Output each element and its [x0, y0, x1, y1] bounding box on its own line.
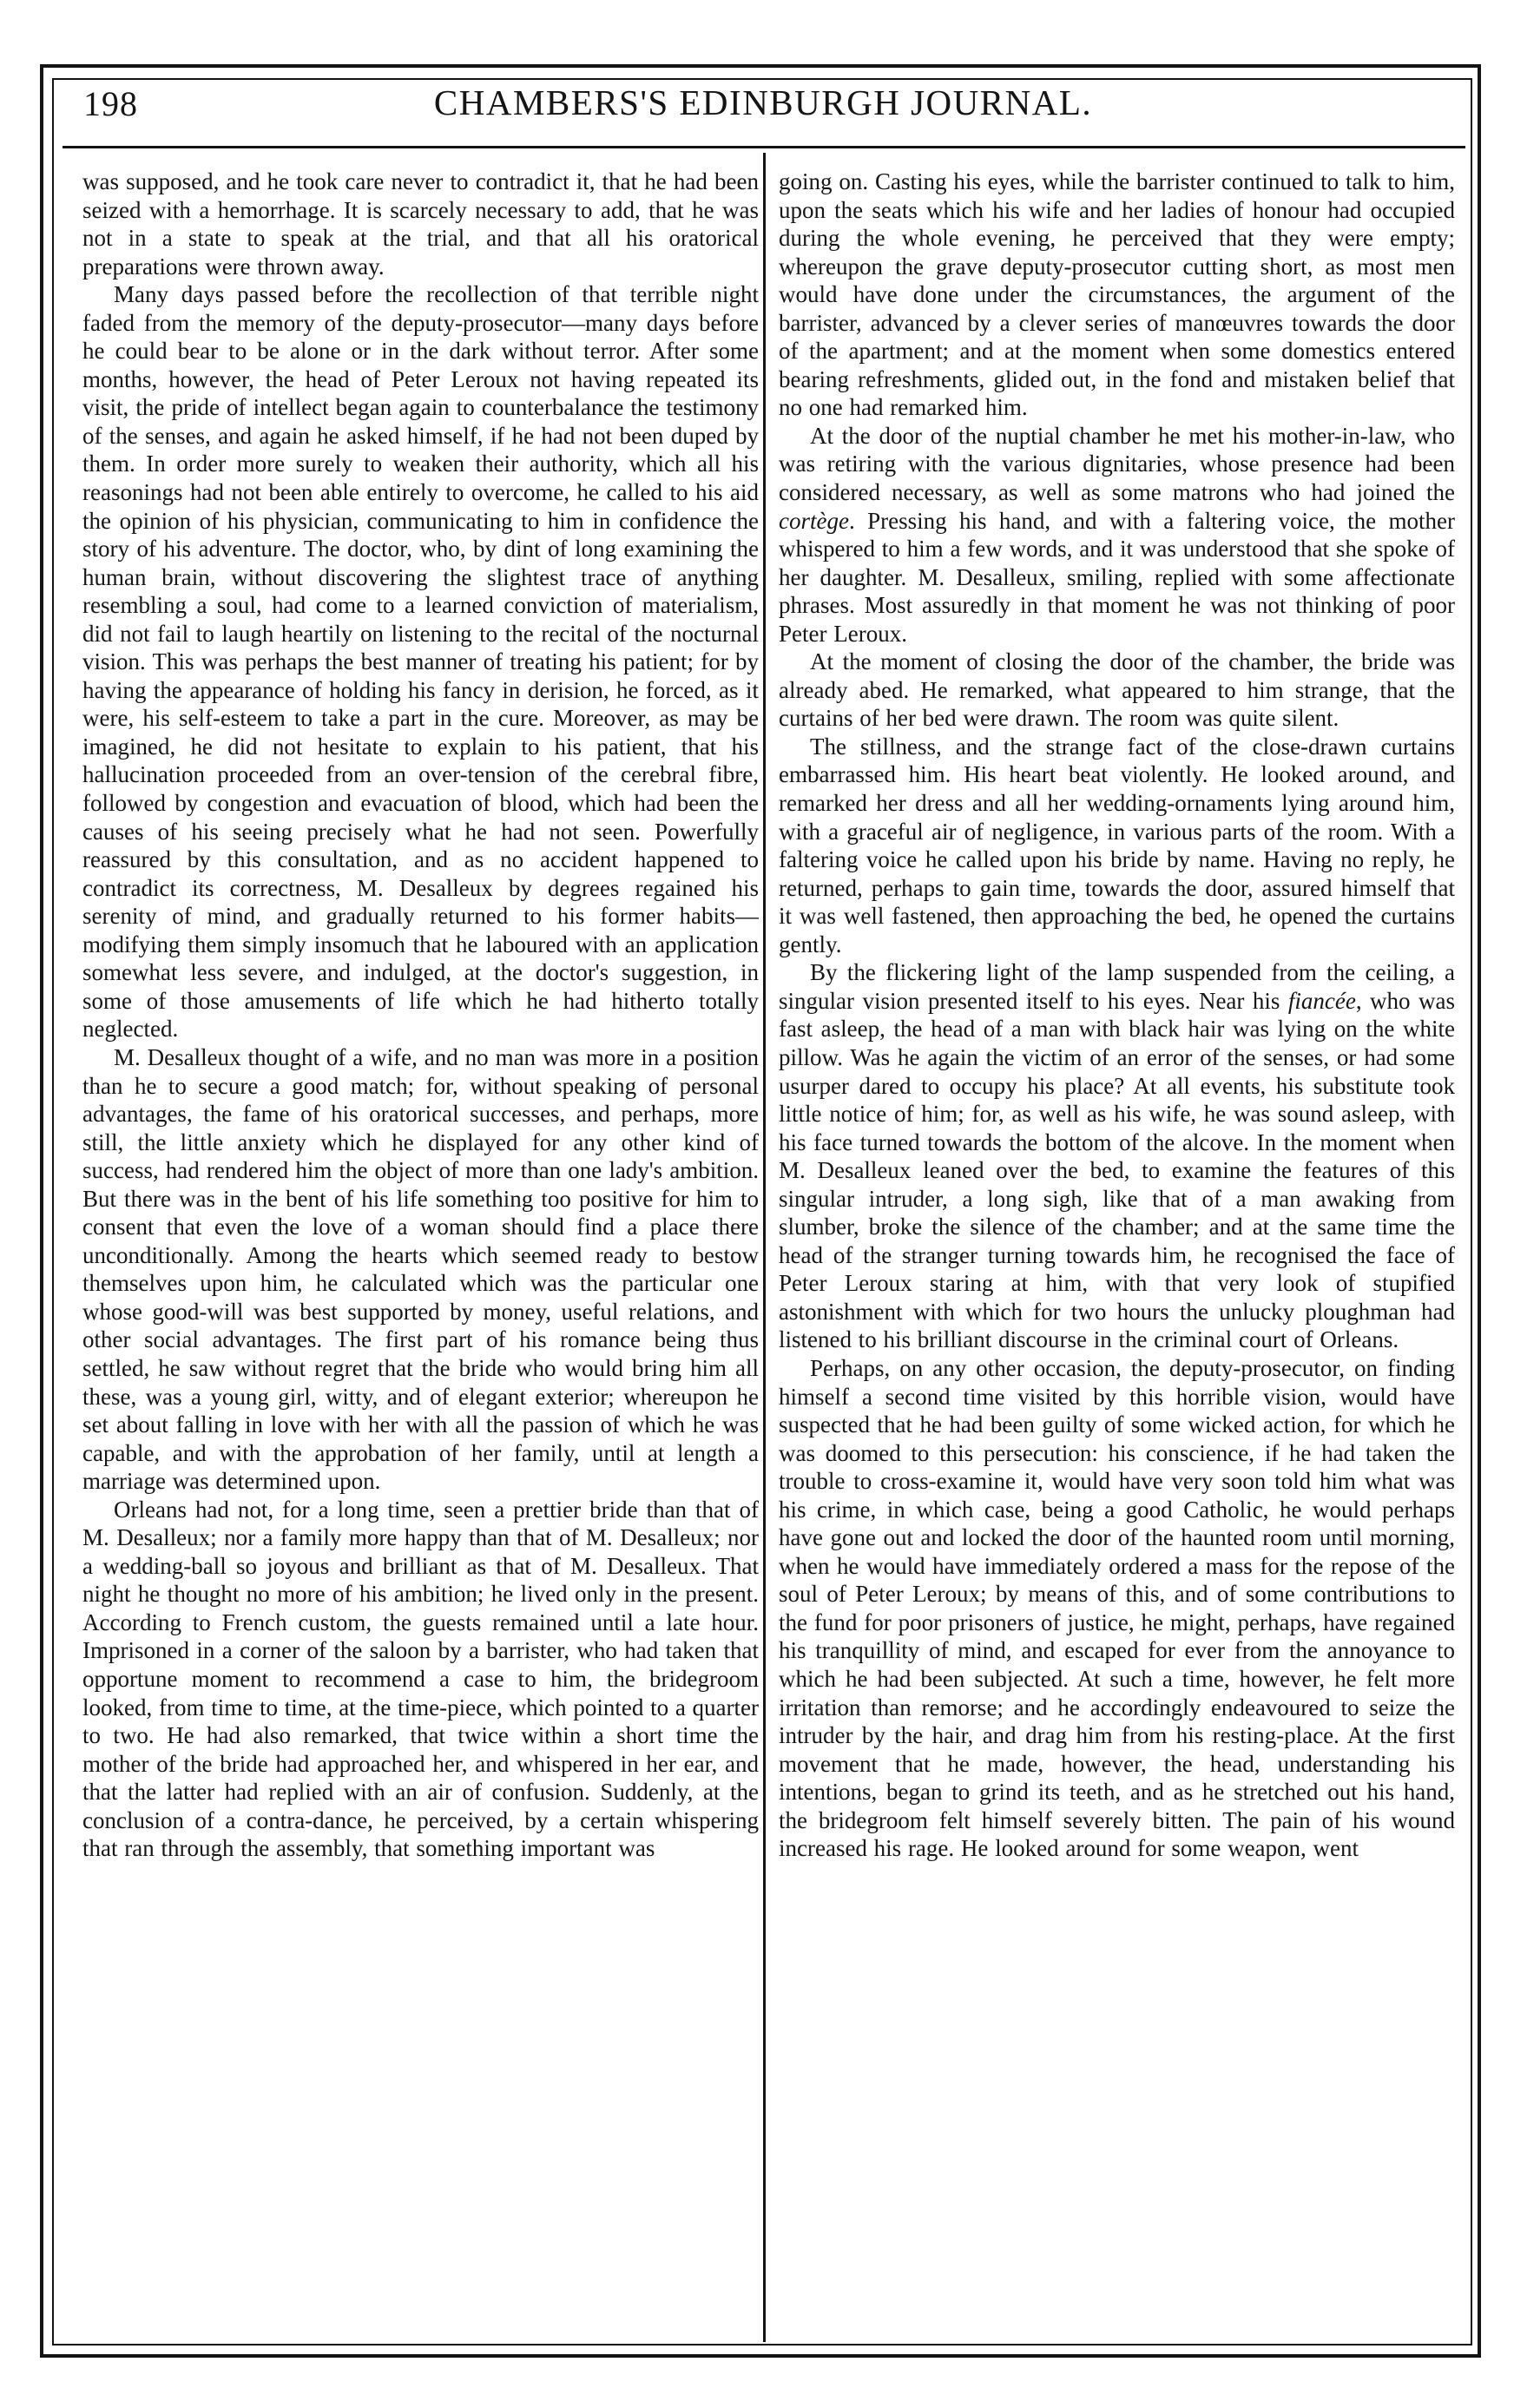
paragraph: Orleans had not, for a long time, seen a prettier bride than that of M. Desalleux; nor a family more happy than that of M. Desalleux; nor a wedding-ball so joyous and brilliant as that of M. Desalleux. That night he thought no more of his ambition; he lived only in the present. According to French custom, the guests remained until a late hour. Imprisoned in a corner of the saloon by a barrister, who had taken that opportune moment to recommend a case to him, the bridegroom looked, from time to time, at the time-piece, which pointed to a quarter to two. He had also remarked, that twice within a short time the mother of the bride had approached her, and whispered in her ear, and that the latter had replied with an air of confusion. Suddenly, at the conclusion of a contra-dance, he perceived, by a certain whispering that ran through the assembly, that something important was — [82, 1496, 759, 1862]
header-rule — [63, 146, 1465, 148]
paragraph: Many days passed before the recollection of that terrible night faded from the memory of the deputy-prosecutor—many days before he could bear to be alone or in the dark without terror. After some months, however, the head of Peter Leroux not having repeated its visit, the pride of intellect began again to counterbalance the testimony of the senses, and again he asked himself, if he had not been duped by them. In order more surely to weaken their authority, which all his reasonings had not been able entirely to overcome, he called to his aid the opinion of his physician, communicating to him in confidence the story of his adventure. The doctor, who, by dint of long examining the human brain, without discovering the slightest trace of anything resembling a soul, had come to a learned conviction of materialism, did not fail to laugh heartily on listening to the recital of the nocturnal vision. This was perhaps the best manner of treating his patient; for by having the appearance of holding his fancy in derision, he forced, as it were, his self-esteem to take a part in the cure. Moreover, as may be imagined, he did not hesitate to explain to his patient, that his hallucination proceeded from an over-tension of the cerebral fibre, followed by congestion and evacuation of blood, which had been the causes of his seeing precisely what he had not seen. Powerfully reassured by this consultation, and as no accident happened to contradict its correctness, M. Desalleux by degrees regained his serenity of mind, and gradually returned to his former habits—modifying them simply insomuch that he laboured with an application somewhat less severe, and indulged, at the doctor's suggestion, in some of those amusements of life which he had hitherto totally neglected. — [82, 281, 759, 1043]
paragraph: Perhaps, on any other occasion, the deputy-prosecutor, on finding himself a second time visited by this horrible vision, would have suspected that he had been guilty of some wicked action, for which he was doomed to this persecution: his conscience, if he had taken the trouble to cross-examine it, would have very soon told him what was his crime, in which case, being a good Catholic, he would perhaps have gone out and locked the door of the haunted room until morning, when he would have immediately ordered a mass for the repose of the soul of Peter Leroux; by means of this, and of some contributions to the fund for poor prisoners of justice, he might, perhaps, have regained his tranquillity of mind, and escaped for ever from the annoyance to which he had been subjected. At such a time, however, he felt more irritation than remorse; and he accordingly endeavoured to seize the intruder by the hair, and drag him from his resting-place. At the first movement that he made, however, the head, understanding his intentions, began to grind its teeth, and as he stretched out his hand, the bridegroom felt himself severely bitten. The pain of his wound increased his rage. He looked around for some weapon, went — [779, 1354, 1455, 1862]
right-column — [779, 168, 1455, 2331]
paragraph: M. Desalleux thought of a wife, and no man was more in a position than he to secure a good match; for, without speaking of personal advantages, the fame of his oratorical successes, and perhaps, more still, the little anxiety which he displayed for any other kind of success, had rendered him the object of more than one lady's ambition. But there was in the bent of his life something too positive for him to consent that even the love of a woman should find a place there unconditionally. Among the hearts which seemed ready to bestow themselves upon him, he calculated which was the particular one whose good-will was best supported by money, useful relations, and other social advantages. The first part of his romance being thus settled, he saw without regret that the bride who would bring him all these, was a young girl, witty, and of elegant exterior; whereupon he set about falling in love with her with all the passion of which he was capable, and with the approbation of her family, until at length a marriage was determined upon. — [82, 1043, 759, 1495]
paragraph: At the door of the nuptial chamber he met his mother-in-law, who was retiring with the various dignitaries, whose presence had been considered necessary, as well as some matrons who had joined the cortège. Pressing his hand, and with a faltering voice, the mother whispered to him a few words, and it was understood that she spoke of her daughter. M. Desalleux, smiling, replied with some affectionate phrases. Most assuredly in that moment he was not thinking of poor Peter Leroux. — [779, 422, 1455, 647]
left-column — [82, 168, 759, 2331]
paragraph: By the flickering light of the lamp suspended from the ceiling, a singular vision presented itself to his eyes. Near his fiancée, who was fast asleep, the head of a man with black hair was lying on the white pillow. Was he again the victim of an error of the senses, or had some usurper dared to occupy his place? At all events, his substitute took little notice of him; for, as well as his wife, he was sound asleep, with his face turned towards the bottom of the alcove. In the moment when M. Desalleux leaned over the bed, to examine the features of this singular intruder, a long sigh, like that of a man awaking from slumber, broke the silence of the chamber; and at the same time the head of the stranger turning towards him, he recognised the face of Peter Leroux staring at him, with that very look of stupified astonishment with which for two hours the unlucky ploughman had listened to his brilliant discourse in the criminal court of Orleans. — [779, 959, 1455, 1353]
journal-title: CHAMBERS'S EDINBURGH JOURNAL. — [433, 82, 1093, 122]
paragraph: At the moment of closing the door of the chamber, the bride was already abed. He remarked, what appeared to him strange, that the curtains of her bed were drawn. The room was quite silent. — [779, 648, 1455, 732]
paragraph: was supposed, and he took care never to contradict it, that he had been seized with a hemorrhage. It is scarcely necessary to add, that he was not in a state to speak at the trial, and that all his oratorical preparations were thrown away. — [82, 168, 759, 280]
page-number: 198 — [83, 84, 138, 123]
italic-phrase: fiancée — [1287, 987, 1356, 1014]
column-divider-rule — [763, 153, 766, 2342]
paragraph: going on. Casting his eyes, while the barrister continued to talk to him, upon the seats which his wife and her ladies of honour had occupied during the whole evening, he perceived that they were empty; whereupon the grave deputy-prosecutor cutting short, as most men would have done under the circumstances, the argument of the barrister, advanced by a clever series of manœuvres towards the door of the apartment; and at the moment when some domestics entered bearing refreshments, glided out, in the fond and mistaken belief that no one had remarked him. — [779, 168, 1455, 421]
paragraph: The stillness, and the strange fact of the close-drawn curtains embarrassed him. His heart beat violently. He looked around, and remarked her dress and all her wedding-ornaments lying around him, with a graceful air of negligence, in various parts of the room. With a faltering voice he called upon his bride by name. Having no reply, he returned, perhaps to gain time, towards the door, assured himself that it was well fastened, then approaching the bed, he opened the curtains gently. — [779, 733, 1455, 957]
italic-phrase: cortège — [779, 507, 849, 534]
